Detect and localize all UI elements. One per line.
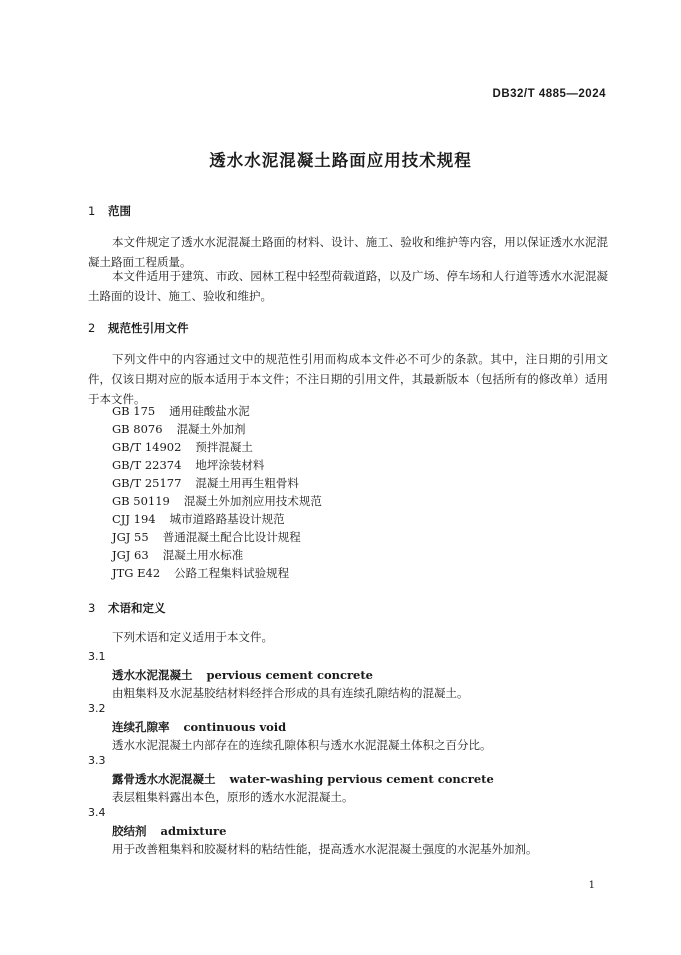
reference-code: GB/T 14902: [112, 440, 182, 454]
paragraph: 本文件适用于建筑、市政、园林工程中轻型荷载道路，以及广场、停车场和人行道等透水水泥混凝土路面的设计、施工、验收和维护。: [88, 269, 608, 303]
term-zh: 连续孔隙率: [112, 720, 170, 734]
reference-name: 混凝土用水标准: [162, 548, 244, 562]
reference-code: JGJ 63: [112, 548, 149, 562]
section-number: 3: [88, 601, 96, 615]
document-title: 透水水泥混凝土路面应用技术规程: [209, 151, 472, 170]
term-definition: 用于改善粗集料和胶凝材料的粘结性能，提高透水水泥混凝土强度的水泥基外加剂。: [112, 842, 538, 856]
reference-item: [112, 403, 250, 419]
term-definition: 由粗集料及水泥基胶结材料经拌合形成的具有连续孔隙结构的混凝土。: [112, 686, 469, 700]
reference-item: [112, 565, 289, 581]
term-number: 3.2: [88, 702, 106, 715]
page-number: 1: [588, 880, 595, 891]
reference-item: [112, 547, 243, 563]
term-en: admixture: [160, 824, 227, 838]
reference-code: GB/T 25177: [112, 476, 182, 490]
term-entry: [112, 719, 286, 735]
reference-name: 地坪涂装材料: [195, 458, 265, 472]
term-entry: [112, 667, 373, 683]
standard-code: DB32/T 4885—2024: [492, 88, 606, 100]
reference-code: CJJ 194: [112, 512, 156, 526]
paragraph: 下列术语和定义适用于本文件。: [112, 630, 273, 644]
reference-name: 混凝土外加剂: [176, 422, 246, 436]
reference-name: 公路工程集料试验规程: [174, 566, 290, 580]
reference-item: [112, 457, 264, 473]
reference-item: [112, 421, 246, 437]
term-number: 3.3: [88, 754, 106, 767]
term-zh: 透水水泥混凝土: [112, 668, 193, 682]
reference-item: [112, 439, 253, 455]
reference-item: [112, 475, 299, 491]
section-1-heading: [88, 203, 131, 219]
reference-name: 通用硅酸盐水泥: [169, 404, 250, 418]
reference-code: GB 8076: [112, 422, 163, 436]
section-title: 规范性引用文件: [108, 321, 189, 335]
term-definition: 透水水泥混凝土内部存在的连续孔隙体积与透水水泥混凝土体积之百分比。: [112, 738, 492, 752]
term-number: 3.1: [88, 650, 106, 663]
reference-code: GB 50119: [112, 494, 170, 508]
term-definition: 表层粗集料露出本色，原形的透水水泥混凝土。: [112, 790, 354, 804]
section-number: 2: [88, 321, 96, 335]
section-title: 范围: [108, 204, 131, 218]
term-number: 3.4: [88, 806, 106, 819]
reference-item: [112, 511, 285, 527]
section-number: 1: [88, 204, 96, 218]
term-en: water-washing pervious cement concrete: [229, 772, 494, 786]
reference-code: JGJ 55: [112, 530, 149, 544]
reference-name: 普通混凝土配合比设计规程: [162, 530, 301, 544]
section-3-heading: [88, 600, 166, 616]
section-2-heading: [88, 320, 189, 336]
reference-name: 混凝土用再生粗骨料: [195, 476, 299, 490]
section-title: 术语和定义: [108, 601, 166, 615]
reference-item: [112, 529, 301, 545]
paragraph: 下列文件中的内容通过文中的规范性引用而构成本文件必不可少的条款。其中，注日期的引用文件，仅该日期对应的版本适用于本文件；不注日期的引用文件，其最新版本（包括所有的修改单）适用于本文件。: [88, 352, 608, 406]
reference-item: [112, 493, 322, 509]
term-en: continuous void: [183, 720, 287, 734]
reference-code: JTG E42: [112, 566, 161, 580]
term-entry: [112, 823, 226, 839]
reference-code: GB/T 22374: [112, 458, 182, 472]
reference-name: 城市道路路基设计规范: [169, 512, 285, 526]
term-en: pervious cement concrete: [206, 668, 373, 682]
paragraph: 本文件规定了透水水泥混凝土路面的材料、设计、施工、验收和维护等内容，用以保证透水水泥混凝土路面工程质量。: [88, 235, 608, 269]
term-entry: [112, 771, 494, 787]
reference-code: GB 175: [112, 404, 156, 418]
reference-name: 混凝土外加剂应用技术规范: [183, 494, 322, 508]
reference-name: 预拌混凝土: [195, 440, 253, 454]
term-zh: 露骨透水水泥混凝土: [112, 772, 216, 786]
term-zh: 胶结剂: [112, 824, 147, 838]
